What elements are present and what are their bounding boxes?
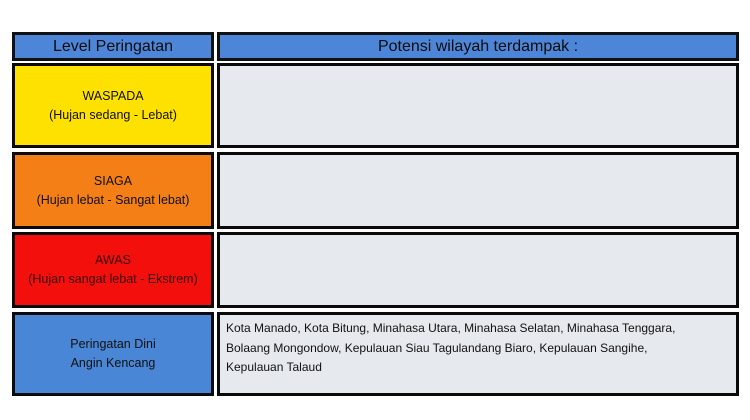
level-name: Peringatan Dini <box>70 337 156 351</box>
level-description: (Hujan lebat - Sangat lebat) <box>36 192 190 207</box>
level-header <box>12 32 214 61</box>
area-cell-waspada <box>217 63 739 148</box>
level-cell-peringatan-dini <box>12 312 214 396</box>
level-description: (Hujan sangat lebat - Ekstrem) <box>28 272 198 286</box>
affected-area-list <box>220 315 681 382</box>
level-cell-waspada <box>12 63 214 148</box>
area-cell-siaga <box>217 152 739 229</box>
area-cell-peringatan-dini <box>217 312 739 396</box>
area-cell-awas <box>217 232 739 308</box>
affected-area-line: Kota Manado, Kota Bitung, Minahasa Utara, Minahasa Selatan, Minahasa Tenggara, <box>226 321 676 335</box>
level-name: WASPADA <box>82 88 144 103</box>
level-cell-awas <box>12 232 214 308</box>
area-header-label: Potensi wilayah terdampak : <box>377 37 579 55</box>
level-name: SIAGA <box>93 173 133 188</box>
level-description: Angin Kencang <box>70 356 156 370</box>
area-header <box>217 32 739 61</box>
level-description: (Hujan sedang - Lebat) <box>49 107 177 122</box>
level-header-label: Level Peringatan <box>52 37 174 55</box>
level-name: AWAS <box>95 253 131 267</box>
affected-area-line: Bolaang Mongondow, Kepulauan Siau Tagulandang Biaro, Kepulauan Sangihe, <box>226 340 648 355</box>
affected-area-line: Kepulauan Talaud <box>226 360 322 374</box>
level-cell-siaga <box>12 152 214 229</box>
